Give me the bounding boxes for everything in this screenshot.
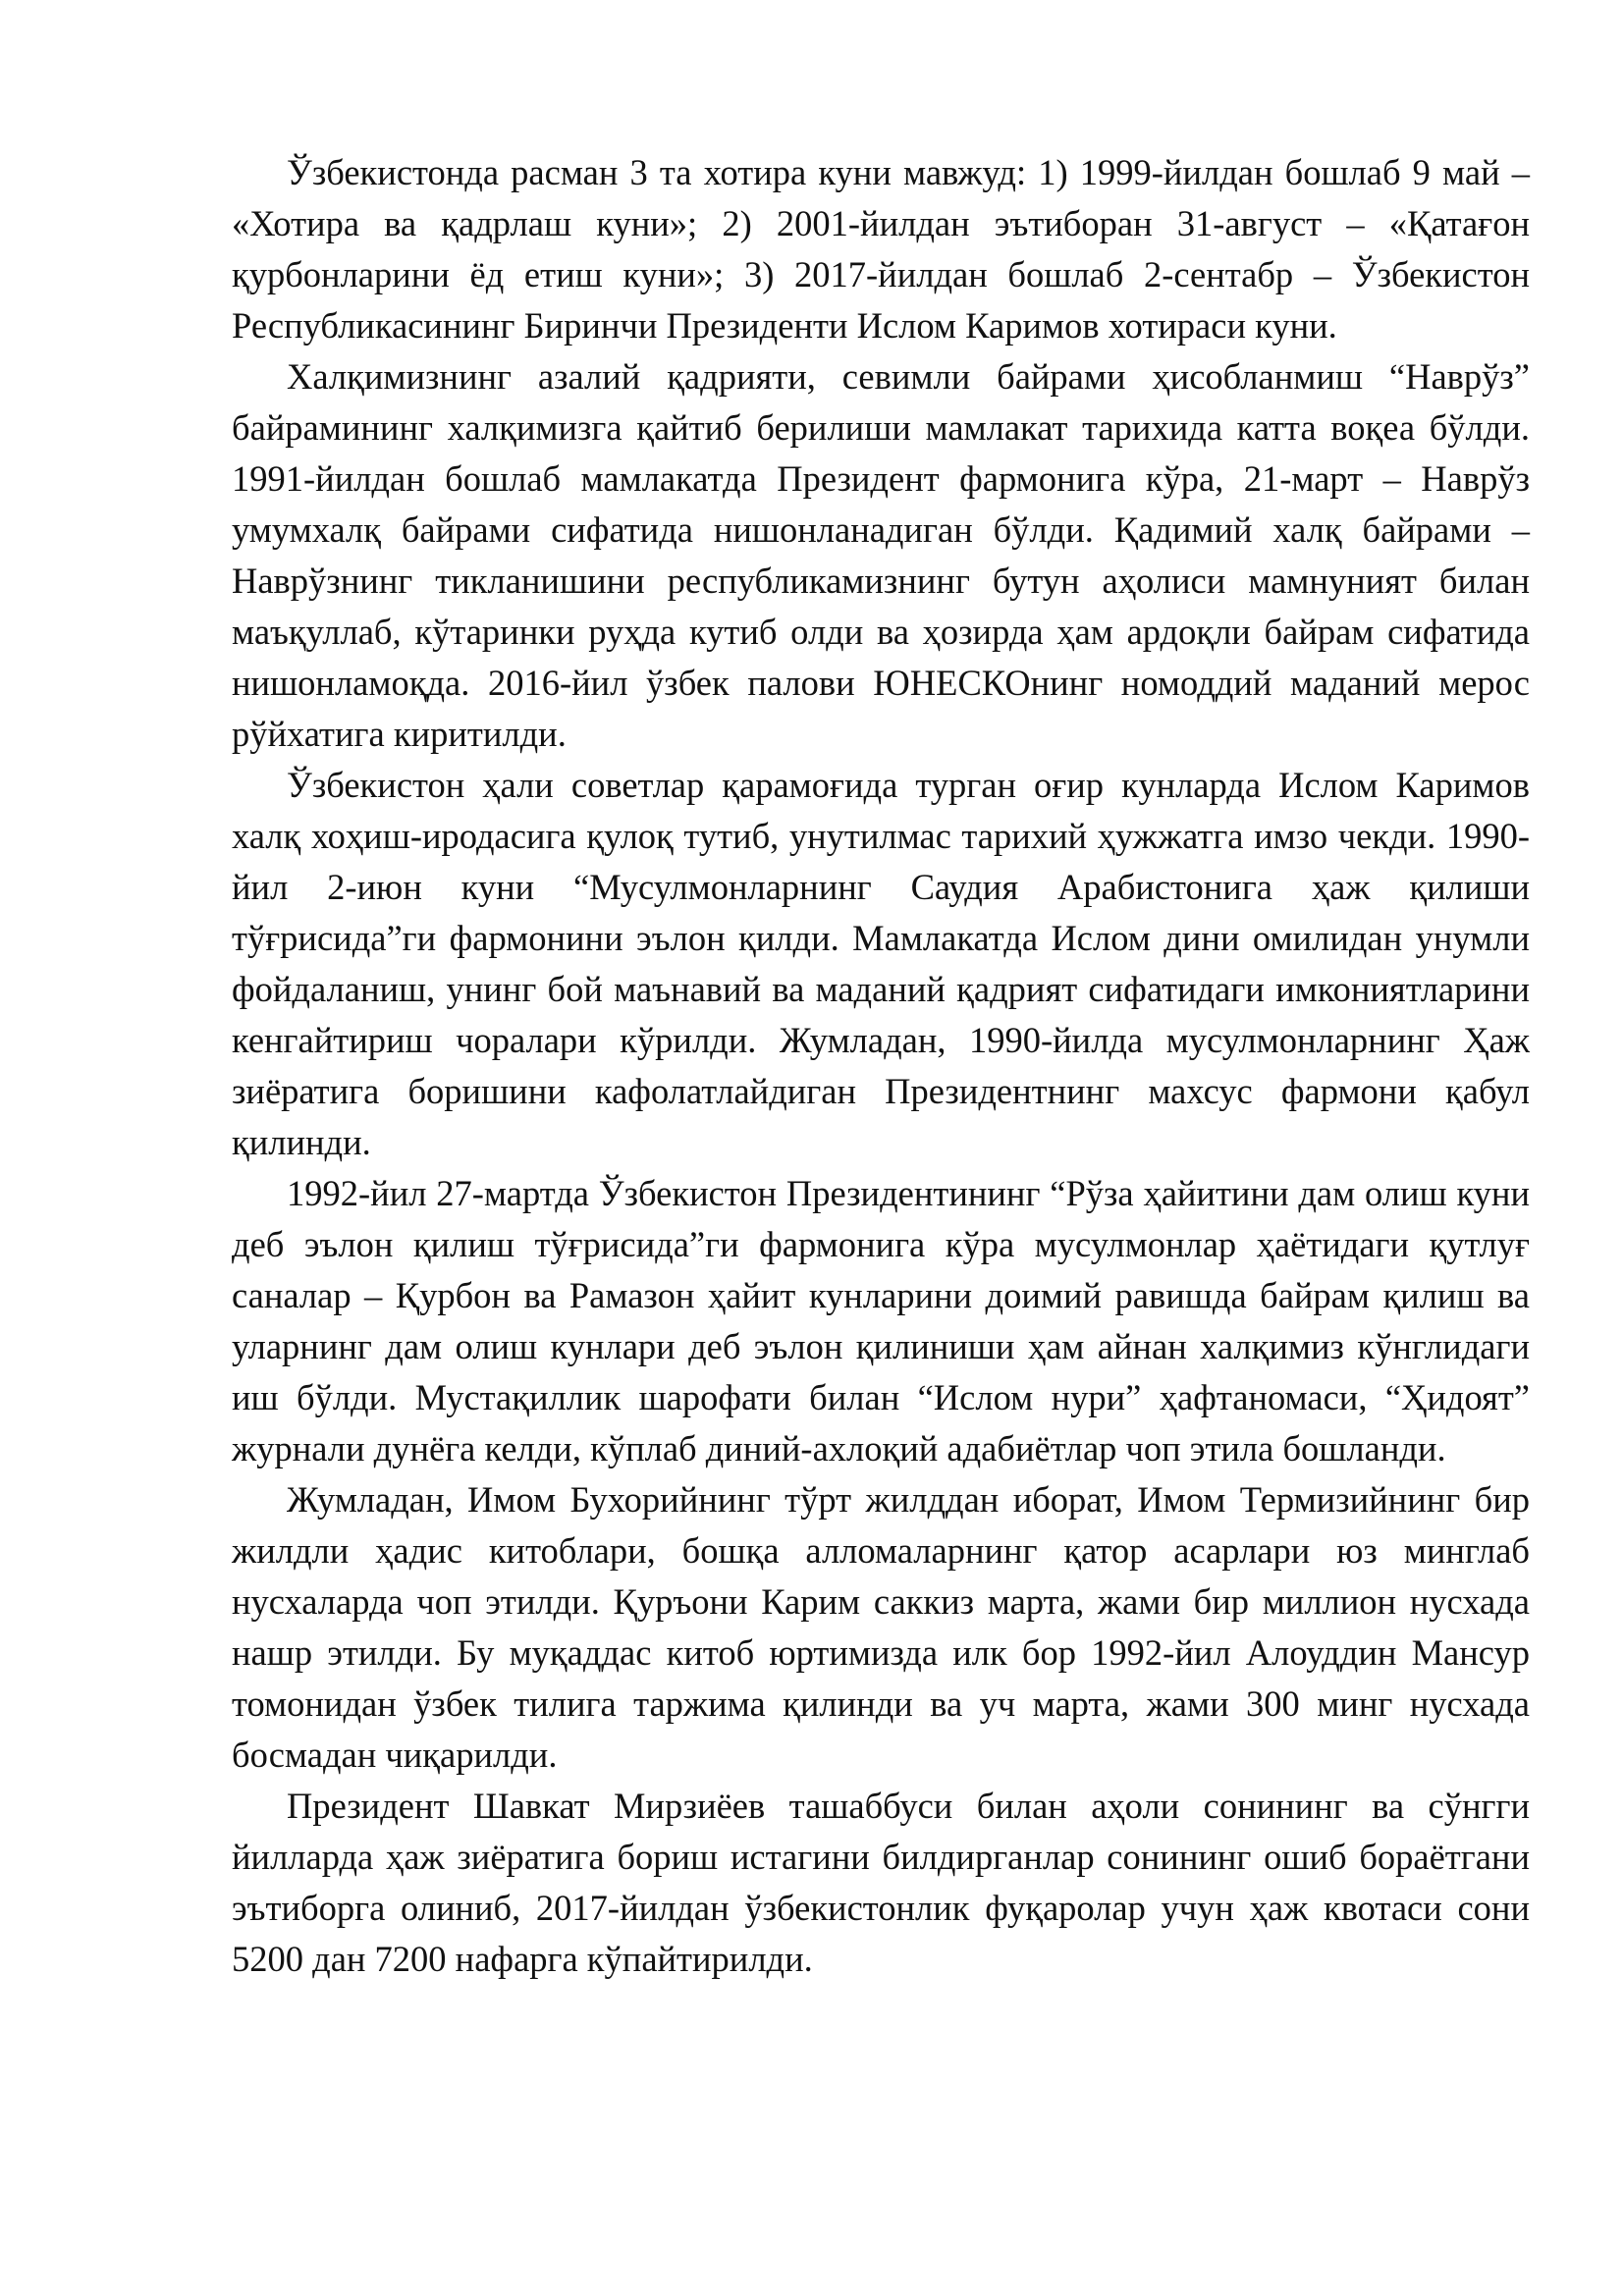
paragraph-memorial-days: Ўзбекистонда расман 3 та хотира куни мавжуд: 1) 1999-йилдан бошлаб 9 май – «Хотира ва қадрлаш куни»; 2) 2001-йилдан эътиборан 31-август – «Қатағон қурбонларини ёд етиш куни»; 3) 2017-йилдан бошлаб 2-сентабр – Ўзбекистон Республикасининг Биринчи Президенти Ислом Каримов хотираси куни. — [232, 152, 1530, 346]
paragraph-hajj-decree: Ўзбекистон ҳали советлар қарамоғида турган оғир кунларда Ислом Каримов халқ хоҳиш-иродасига қулоқ тутиб, унутилмас тарихий ҳужжатга имзо чекди. 1990-йил 2-июн куни “Мусулмонларнинг Саудия Арабистонига ҳаж қилиши тўғрисида”ги фармонини эълон қилди. Мамлакатда Ислом дини омилидан унумли фойдаланиш, унинг бой маънавий ва маданий қадрият сифатидаги имкониятларини кенгайтириш чоралари кўрилди. Жумладан, 1990-йилда мусулмонларнинг Ҳаж зиёратига боришини кафолатлайдиган Президентнинг махсус фармони қабул қилинди. — [232, 765, 1530, 1162]
paragraph-hajj-quota: Президент Шавкат Мирзиёев ташаббуси билан аҳоли сонининг ва сўнгги йилларда ҳаж зиёратига бориш истагини билдирганлар сонининг ошиб бораётгани эътиборга олиниб, 2017-йилдан ўзбекистонлик фуқаролар учун ҳаж квотаси сони 5200 дан 7200 нафарга кўпайтирилди. — [232, 1786, 1530, 1979]
document-body — [232, 147, 1530, 1985]
paragraph-navruz: Халқимизнинг азалий қадрияти, севимли байрами ҳисобланмиш “Наврўз” байрамининг халқимизга қайтиб берилиши мамлакат тарихида катта воқеа бўлди. 1991-йилдан бошлаб мамлакатда Президент фармонига кўра, 21-март – Наврўз умумхалқ байрами сифатида нишонланадиган бўлди. Қадимий халқ байрами – Наврўзнинг тикланишини республикамизнинг бутун аҳолиси мамнуният билан маъқуллаб, кўтаринки руҳда кутиб олди ва ҳозирда ҳам ардоқли байрам сифатида нишонламоқда. 2016-йил ўзбек палови ЮНЕСКОнинг номоддий маданий мерос рўйхатига киритилди. — [232, 356, 1530, 754]
paragraph-eid-holidays: 1992-йил 27-мартда Ўзбекистон Президентининг “Рўза ҳайитини дам олиш куни деб эълон қилиш тўғрисида”ги фармонига кўра мусулмонлар ҳаётидаги қутлуғ саналар – Қурбон ва Рамазон ҳайит кунларини доимий равишда байрам қилиш ва уларнинг дам олиш кунлари деб эълон қилиниши ҳам айнан халқимиз кўнглидаги иш бўлди. Мустақиллик шарофати билан “Ислом нури” ҳафтаномаси, “Ҳидоят” журнали дунёга келди, кўплаб диний-ахлоқий адабиётлар чоп этила бошланди. — [232, 1173, 1530, 1468]
paragraph-religious-books: Жумладан, Имом Бухорийнинг тўрт жилддан иборат, Имом Термизийнинг бир жилдли ҳадис китоблари, бошқа алломаларнинг қатор асарлари юз минглаб нусхаларда чоп этилди. Қуръони Карим саккиз марта, жами бир миллион нусхада нашр этилди. Бу муқаддас китоб юртимизда илк бор 1992-йил Алоуддин Мансур томонидан ўзбек тилига таржима қилинди ва уч марта, жами 300 минг нусхада босмадан чиқарилди. — [232, 1479, 1530, 1775]
